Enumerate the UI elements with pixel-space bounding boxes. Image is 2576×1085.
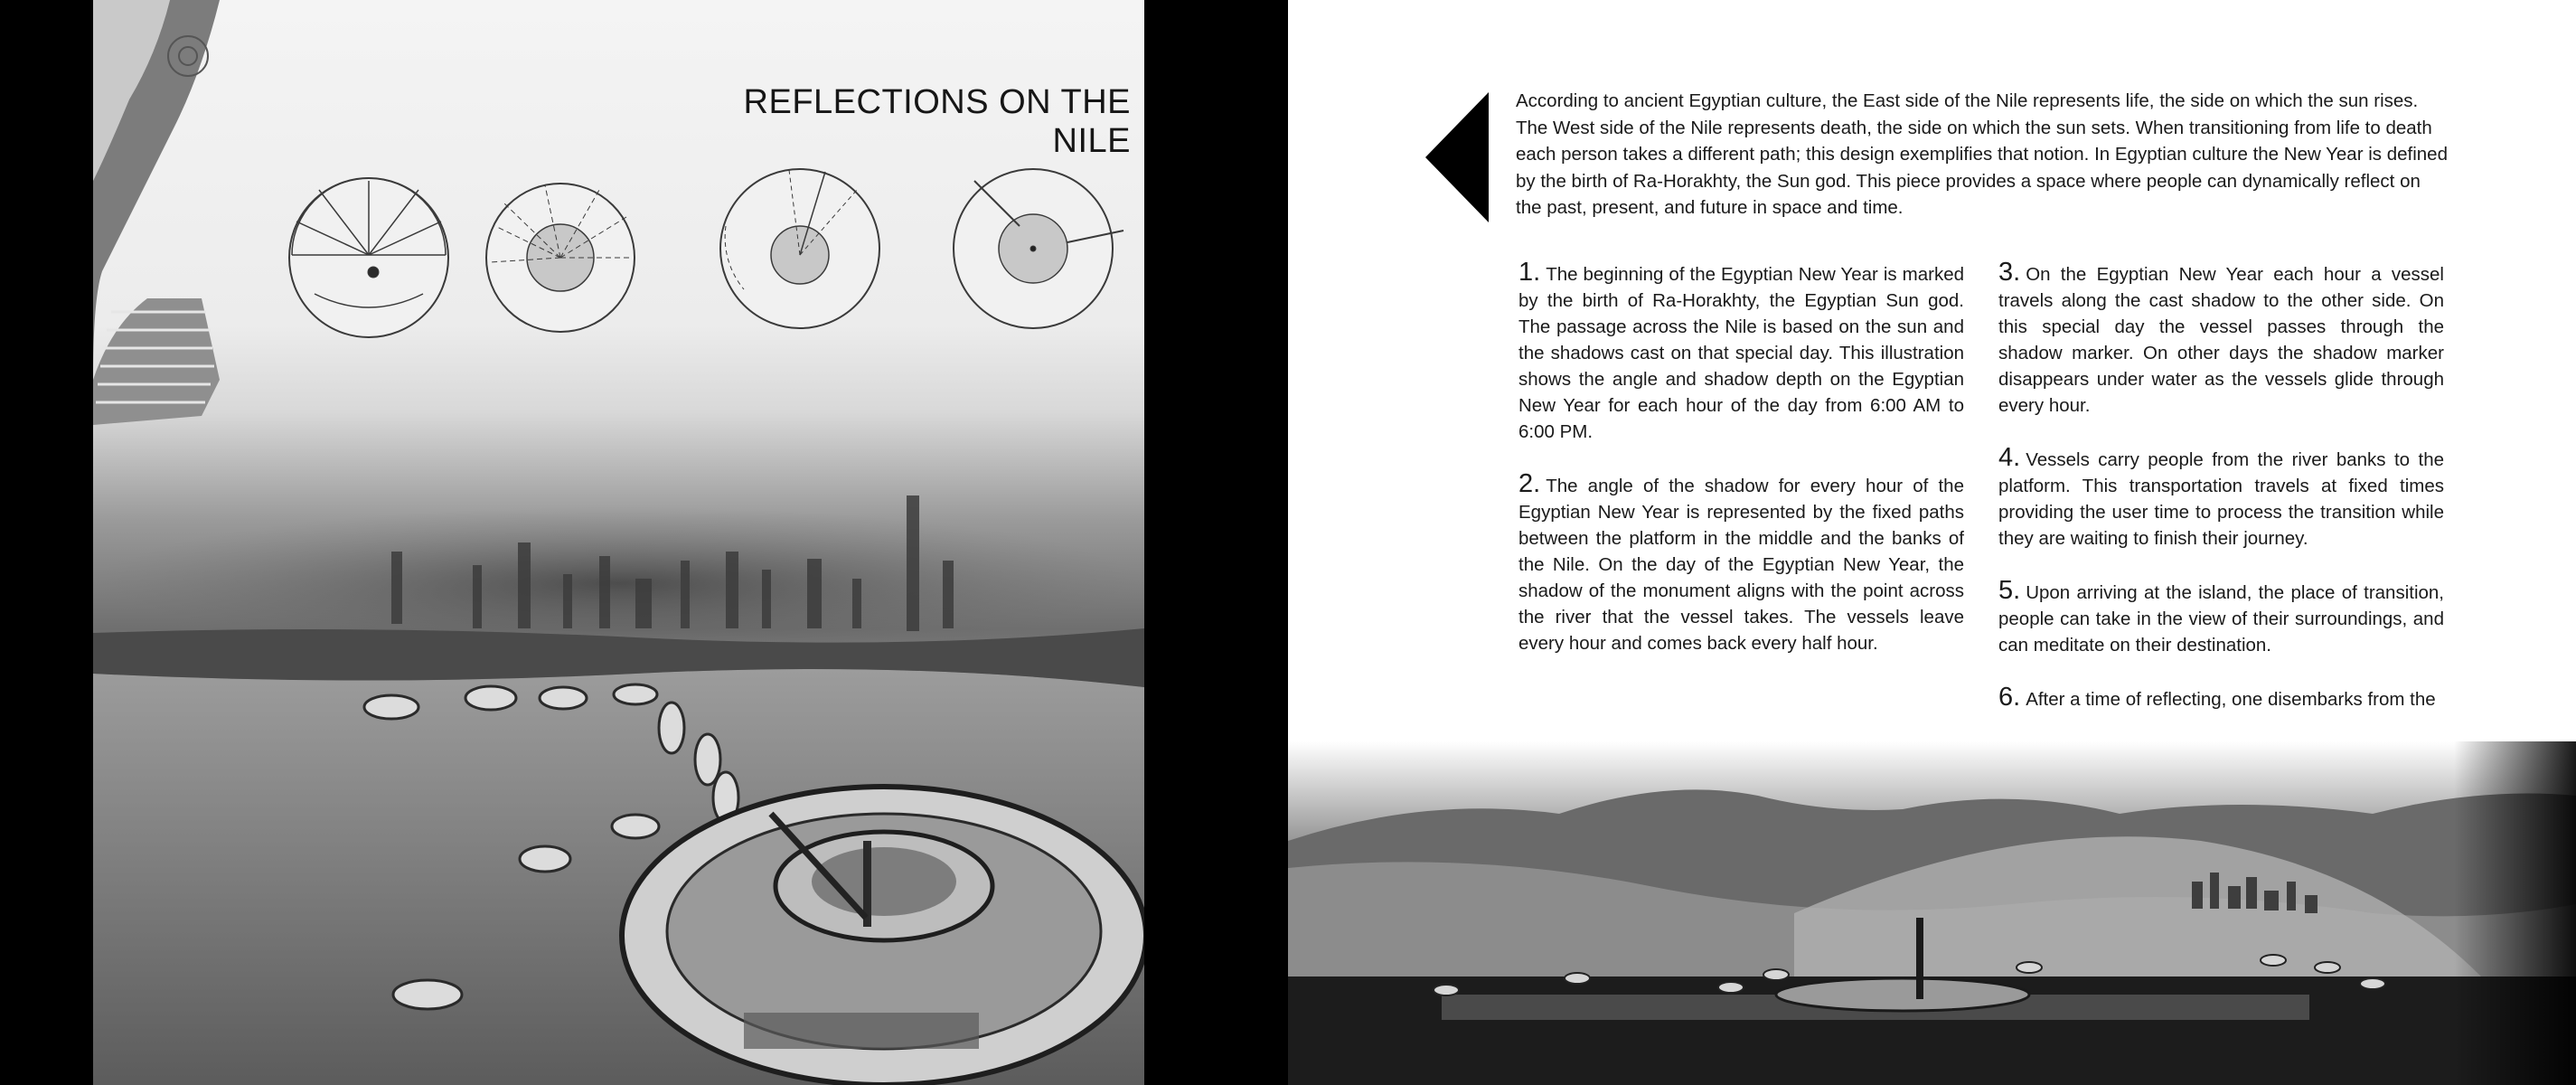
paragraph-text: Vessels carry people from the river banks to the platform. This transportation travels at fixed times providing the user time to process the transition while they are waiting to finish their journey. <box>1998 449 2444 549</box>
right-page <box>1288 0 2576 1085</box>
paragraph-text: Upon arriving at the island, the place of transition, people can take in the view of their surroundings, and can meditate on their destination. <box>1998 582 2444 656</box>
paragraph-number: 1. <box>1518 258 1541 287</box>
river-landscape-sketch <box>1288 0 2576 1085</box>
map-and-platform-sketch <box>93 0 1144 1085</box>
sun-position-diagram <box>289 178 448 337</box>
river-map <box>93 0 220 425</box>
paragraph-number: 2. <box>1518 469 1541 498</box>
circular-platform <box>622 787 1144 1085</box>
birth-of-ra-diagram <box>720 169 879 328</box>
arrive-depart-diagram <box>954 169 1123 328</box>
paragraph-number: 6. <box>1998 683 2021 712</box>
paragraph-text: The angle of the shadow for every hour of the Egyptian New Year is represented by the fixed paths between the platform in the middle and the banks of the Nile. On the day of the Egyptian New Year, the shadow of the monument aligns with the point across the river that the vessel takes. The vessels leave every hour and comes back every half hour. <box>1518 476 1964 654</box>
paragraph-number: 5. <box>1998 576 2021 605</box>
left-page <box>93 0 1144 1085</box>
paragraph-text: The beginning of the Egyptian New Year is marked by the birth of Ra-Horakhty, the Egyptian Sun god. The passage across the Nile is based on the sun and the shadows cast on that special day. This illustration shows the angle and shadow depth on the Egyptian New Year for each hour of the day from 6:00 AM to 6:00 PM. <box>1518 264 1964 442</box>
paragraph-number: 4. <box>1998 443 2021 472</box>
page-title: REFLECTIONS ON THE NILE <box>743 83 1131 160</box>
intro-paragraph: According to ancient Egyptian culture, the East side of the Nile represents life, the side on which the sun rises. The West side of the Nile represents death, the side on which the sun sets. When transitioning from life to death each person takes a different path; this design exemplifies that notion. In Egyptian culture the New Year is defined by the birth of Ra-Horakhty, the Sun god. This piece provides a space where people can dynamically reflect on the past, present, and future in space and time. <box>1516 90 2448 218</box>
people-vessels-shadows-diagram <box>486 184 635 332</box>
paragraph-text: After a time of reflecting, one disembarks from the <box>2026 689 2436 710</box>
paragraph-text: On the Egyptian New Year each hour a vessel travels along the cast shadow to the other side. On this special day the vessel passes through the shadow marker. On other days the shadow marker disappears under water as the vessels glide through every hour. <box>1998 264 2444 416</box>
paragraph-number: 3. <box>1998 258 2021 287</box>
